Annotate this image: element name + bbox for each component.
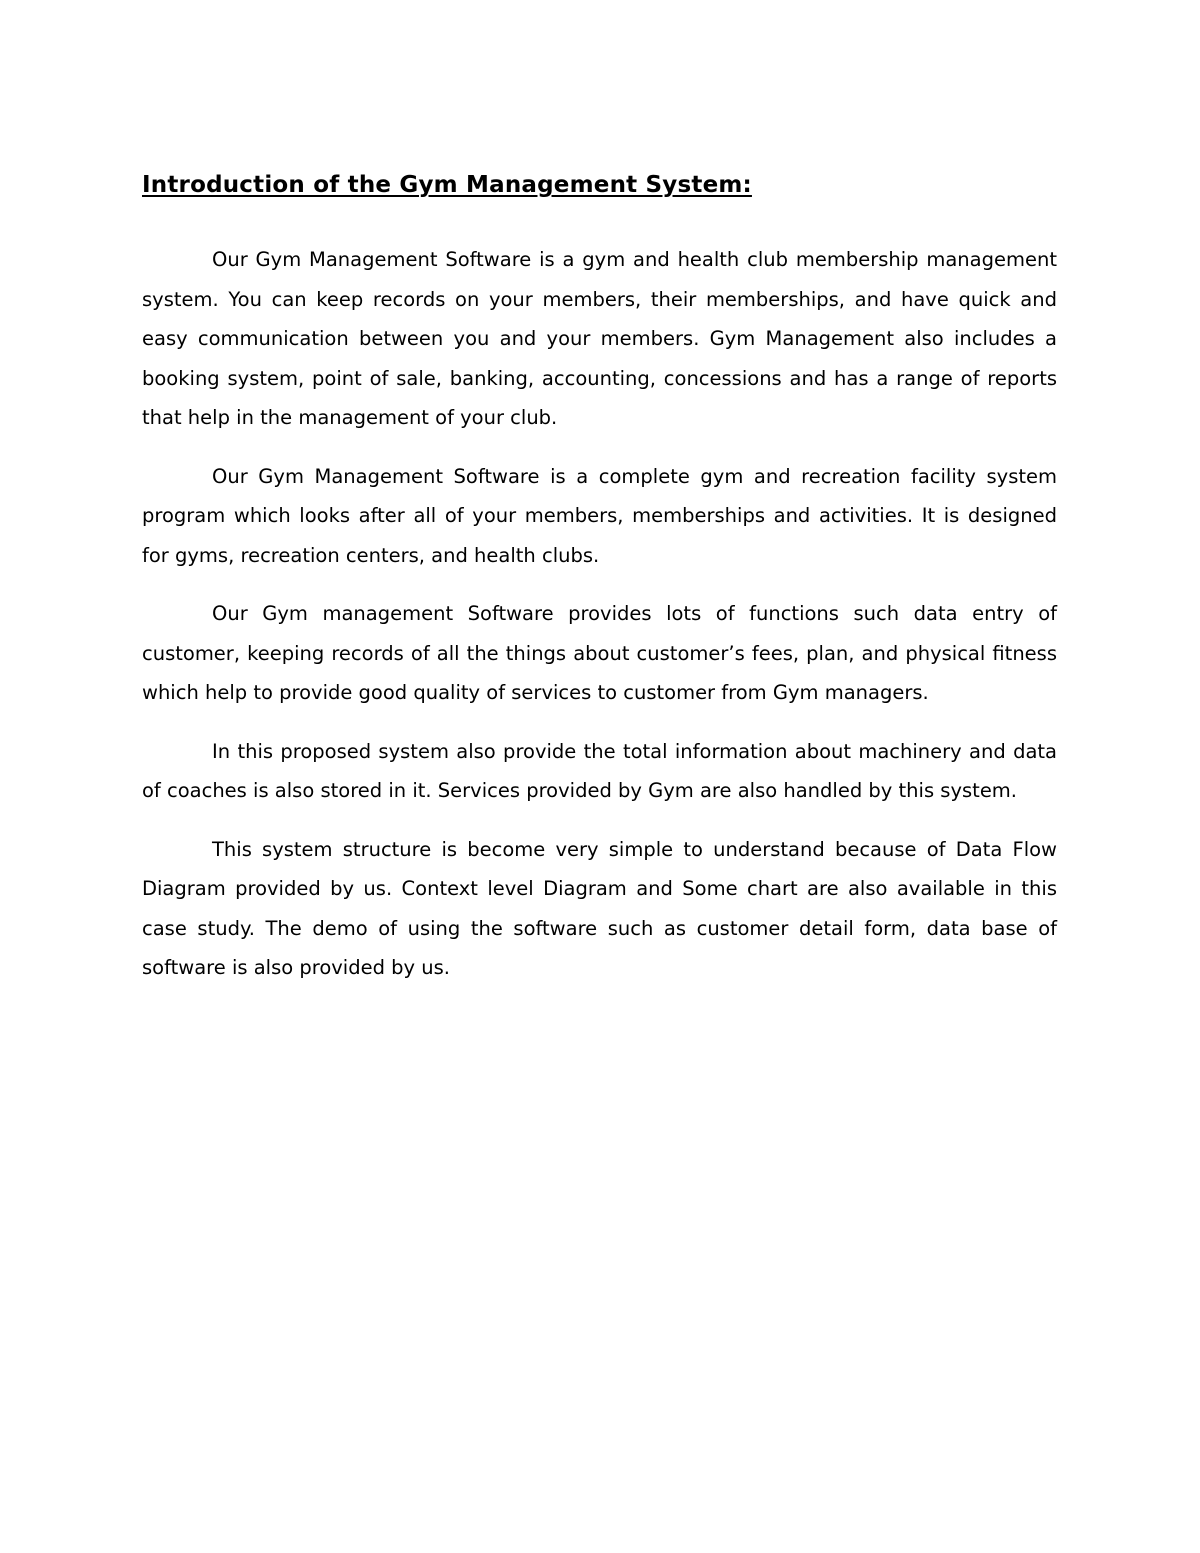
document-title: Introduction of the Gym Management System: [142, 172, 752, 198]
document-body [142, 168, 1057, 1007]
paragraph-2: Our Gym Management Software is a complete gym and recreation facility system program which looks after all of your members, memberships and activities. It is designed for gyms, recreation centers, and health clubs. [142, 464, 1057, 567]
paragraph-3: Our Gym management Software provides lots of functions such data entry of customer, keeping records of all the things about customer’s fees, plan, and physical fitness which help to provide good quality of services to customer from Gym managers. [142, 602, 1057, 704]
paragraph-4: In this proposed system also provide the total information about machinery and data of coaches is also stored in it. Services provided by Gym are also handled by this system. [142, 739, 1057, 802]
paragraph-5: This system structure is become very simple to understand because of Data Flow Diagram provided by us. Context level Diagram and Some chart are also available in this case study. The demo of using the software such as customer detail form, data base of software is also provided by us. [142, 837, 1057, 979]
paragraph-1: Our Gym Management Software is a gym and health club membership management system. You can keep records on your members, their memberships, and have quick and easy communication between you and your members. Gym Management also includes a booking system, point of sale, banking, accounting, concessions and has a range of reports that help in the management of your club. [142, 248, 1057, 429]
